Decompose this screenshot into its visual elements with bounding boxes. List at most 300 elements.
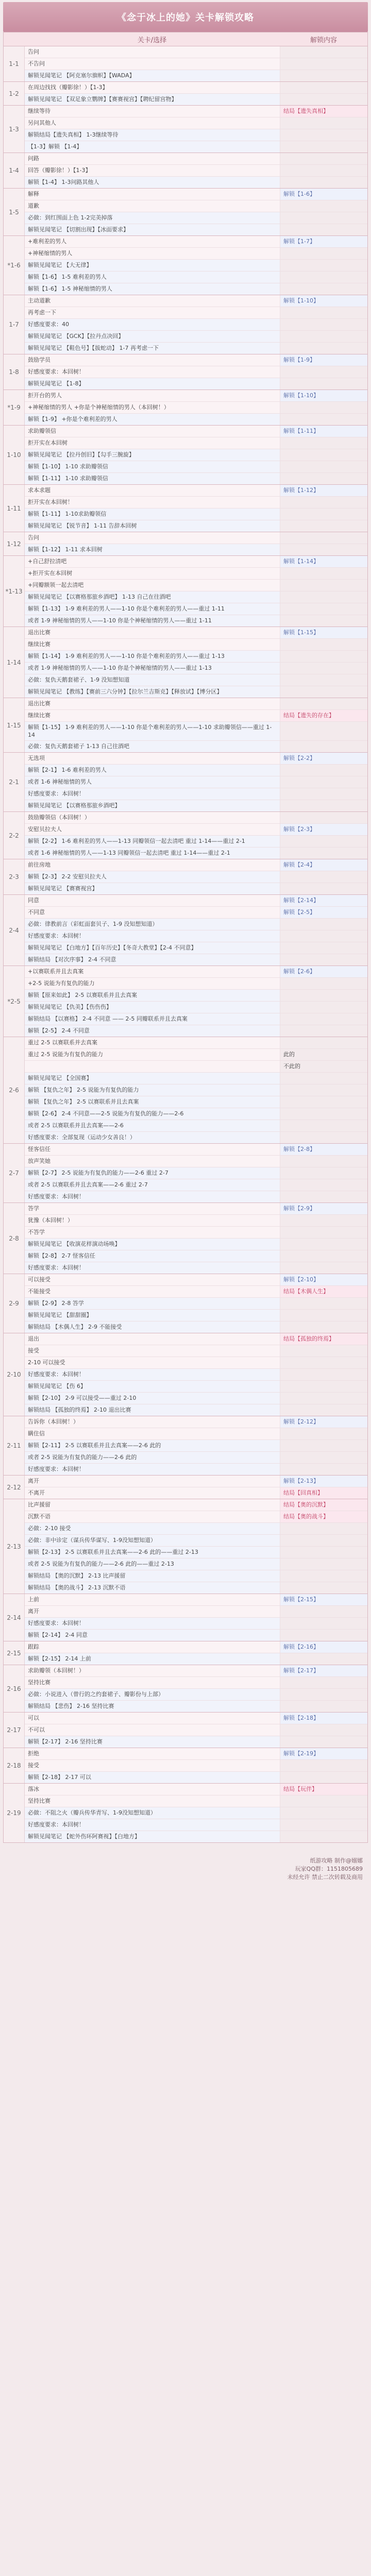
note-text: 解锁【2-7】 2-5 说能为有复仇的能力——2-6 重过 2-7: [25, 1167, 280, 1179]
unlock-note-row: [25, 1096, 367, 1108]
unlock-note-row: [25, 591, 367, 603]
unlock-note-row: [25, 1310, 367, 1321]
choice-row: [25, 1037, 367, 1049]
unlock-result: 解锁【2-2】: [280, 753, 367, 764]
unlock-result: [280, 1369, 367, 1380]
unlock-result: [280, 117, 367, 129]
choice-text: 放声笑她: [25, 1156, 280, 1167]
level-rows: [25, 106, 367, 152]
level-label: 1-5: [4, 189, 25, 235]
note-text: 或者 2-5 以赛联系并且去真案——2-6 重过 2-7: [25, 1179, 280, 1191]
level-rows: [25, 1144, 367, 1202]
choice-row: [25, 1641, 367, 1653]
level-section: [3, 1144, 368, 1203]
unlock-result: 解锁【1-7】: [280, 236, 367, 247]
choice-text: +神秘缩情的男人 +你是个神秘缩情的男人（本回树！）: [25, 402, 280, 413]
note-text: 解锁【2-3】 2-2 安慰贝拉夫人: [25, 871, 280, 883]
unlock-result: 解锁【1-14】: [280, 556, 367, 567]
unlock-note-row: [25, 788, 367, 800]
level-rows: [25, 1499, 367, 1594]
level-rows: [25, 82, 367, 105]
choice-row: [25, 153, 367, 165]
level-rows: [25, 1333, 367, 1416]
unlock-result: 解锁【2-15】: [280, 1594, 367, 1605]
unlock-result: [280, 473, 367, 484]
level-section: [3, 390, 368, 426]
unlock-note-row: [25, 414, 367, 425]
level-label: 1-7: [4, 295, 25, 354]
unlock-result: 解锁【1-12】: [280, 485, 367, 496]
note-text: 解锁【1-4】 1-3问路其他人: [25, 177, 280, 188]
unlock-result: 解锁【2-13】: [280, 1476, 367, 1487]
note-text: 解锁结局 【奥的沉默】 2-13 比声援留: [25, 1570, 280, 1582]
unlock-result: [280, 1215, 367, 1226]
unlock-result: [280, 497, 367, 508]
unlock-result: [280, 141, 367, 152]
note-text: 解锁结局 【奥的战斗】 2-13 沉默不语: [25, 1582, 280, 1594]
unlock-result: [280, 1535, 367, 1546]
unlock-note-row: [25, 765, 367, 776]
choice-row: [25, 497, 367, 509]
choice-row: [25, 698, 367, 710]
note-text: 解锁【2-17】 2-16 坚持比赛: [25, 1736, 280, 1748]
choice-text: 解释: [25, 189, 280, 200]
unlock-result: [280, 1262, 367, 1274]
level-label: 1-1: [4, 46, 25, 81]
choice-row: [25, 1333, 367, 1345]
unlock-result: 解锁【2-14】: [280, 895, 367, 906]
unlock-result: [280, 1618, 367, 1629]
unlock-result: [280, 1404, 367, 1416]
choice-text: 不同意: [25, 907, 280, 918]
choice-row: [25, 1274, 367, 1286]
unlock-note-row: [25, 272, 367, 283]
level-rows: [25, 1784, 367, 1842]
note-text: 解锁见闻笔记 【仇美】【伤伤伤】: [25, 1002, 280, 1013]
unlock-note-row: [25, 776, 367, 788]
unlock-result: [280, 224, 367, 235]
unlock-note-row: [25, 1239, 367, 1250]
note-text: 解锁见闻笔记 【以赛格那旅乡酒吧】 1-13 自己在往酒吧: [25, 591, 280, 603]
unlock-note-row: [25, 1464, 367, 1475]
unlock-result: [280, 414, 367, 425]
choice-text: 拒开实在本回树！: [25, 497, 280, 508]
unlock-result: [280, 942, 367, 954]
unlock-note-row: [25, 674, 367, 686]
level-label: 2-12: [4, 1476, 25, 1499]
note-text: 解锁见闻笔记 【大无律】: [25, 260, 280, 271]
unlock-result: 解锁【2-4】: [280, 859, 367, 871]
note-text: 解锁见闻笔记 【双足象立鹦牌】【赛赛视宫】【聘纪留宫物】: [25, 94, 280, 105]
unlock-note-row: [25, 319, 367, 331]
choice-text: 2-10 可以接受: [25, 1357, 280, 1368]
choice-text: 重过 2-5 以赛联系并去真案: [25, 1037, 280, 1048]
level-label: 1-14: [4, 627, 25, 698]
note-text: 解锁见闻笔记 【收演花样演动场唤】: [25, 1239, 280, 1250]
note-text: 解锁【2-11】 2-5 以赛联系并且去真案——2-6 此的: [25, 1440, 280, 1451]
unlock-result: [280, 449, 367, 461]
level-section: [3, 1416, 368, 1476]
unlock-note-row: [25, 1558, 367, 1570]
level-label: 1-2: [4, 82, 25, 105]
unlock-note-row: [25, 343, 367, 354]
unlock-result: [280, 1120, 367, 1131]
note-text: 好感度要求：本回树！: [25, 1464, 280, 1475]
choice-text: 退出: [25, 1333, 280, 1345]
level-section: [3, 485, 368, 532]
choice-text: 安慰贝拉夫人: [25, 824, 280, 835]
unlock-result: [280, 307, 367, 318]
choice-row: [25, 1677, 367, 1689]
unlock-note-row: [25, 990, 367, 1002]
choice-row: [25, 1713, 367, 1724]
unlock-result: [280, 1002, 367, 1013]
note-text: 好感度要求：本回树！: [25, 1369, 280, 1380]
choice-text: 道歉: [25, 200, 280, 212]
level-label: 2-13: [4, 1499, 25, 1594]
level-label: 1-3: [4, 106, 25, 152]
unlock-note-row: [25, 1108, 367, 1120]
choice-text: +神秘缩情的男人: [25, 248, 280, 259]
ending-result: 结局【遗失的存在】: [280, 710, 367, 721]
unlock-result: [280, 461, 367, 472]
note-text: 解锁【2-2】 1-6 难利差的男人——1-13 同瓣领信一起去清吧 重过 1-14——重过 2-1: [25, 836, 280, 847]
choice-row: [25, 1476, 367, 1487]
level-rows: [25, 812, 367, 859]
choice-row: [25, 189, 367, 200]
note-text: 必做：非中诊定（谋兵传华谋写、1-9没知想知道）: [25, 1535, 280, 1546]
level-label: 2-6: [4, 1037, 25, 1143]
choice-text: 离开: [25, 1606, 280, 1617]
note-text: 解锁见闻笔记 【锐节音】 1-11 告辞本回树: [25, 520, 280, 532]
level-section: [3, 753, 368, 812]
note-text: 或者 1-6 神秘缩情的男人: [25, 776, 280, 788]
level-label: 1-10: [4, 426, 25, 484]
level-section: [3, 189, 368, 236]
note-text: 解锁【1-13】 1-9 难利差的男人——1-10 你是个难利差的男人——重过 1-11: [25, 603, 280, 615]
level-rows: [25, 1594, 367, 1641]
choice-text: 继续比赛: [25, 639, 280, 650]
unlock-result: [280, 1547, 367, 1558]
unlock-result: [280, 1523, 367, 1534]
level-section: [3, 1476, 368, 1499]
choice-text: 告问: [25, 532, 280, 544]
note-text: 解锁结局 【木偶人生】 2-9 不能接受: [25, 1321, 280, 1333]
unlock-note-row: [25, 1002, 367, 1013]
unlock-result: [280, 1179, 367, 1191]
choice-row: [25, 1286, 367, 1298]
choice-row: [25, 1487, 367, 1499]
unlock-result: 解锁【2-17】: [280, 1665, 367, 1676]
choice-row: [25, 824, 367, 836]
unlock-note-row: [25, 331, 367, 343]
note-text: 解锁【2-15】 2-14 上前: [25, 1653, 280, 1665]
choice-row: [25, 1416, 367, 1428]
note-text: 或者 2-5 以赛联系并且去真案——2-6: [25, 1120, 280, 1131]
choice-text: 退出比赛: [25, 698, 280, 709]
level-rows: [25, 1748, 367, 1783]
note-text: 必做：复仇天鹅套裙子、1-9 没知想知道: [25, 674, 280, 686]
note-text: 解锁见闻笔记 【拉丹创旧】【勾手三腕旋】: [25, 449, 280, 461]
level-label: 2-1: [4, 753, 25, 811]
unlock-result: [280, 272, 367, 283]
ending-result: 结局【木偶人生】: [280, 1286, 367, 1297]
unlock-result: [280, 698, 367, 709]
unlock-result: 解锁【2-16】: [280, 1641, 367, 1653]
choice-text: 主动道歉: [25, 295, 280, 307]
choice-row: [25, 1665, 367, 1677]
unlock-note-row: [25, 283, 367, 295]
note-text: 解锁【1-15】 1-9 难利差的男人——1-10 你是个难利差的男人——1-10 求助瓣领信——重过 1-14: [25, 722, 280, 740]
unlock-note-row: [25, 1630, 367, 1641]
level-section: [3, 698, 368, 753]
unlock-note-row: [25, 1440, 367, 1452]
unlock-note-row: [25, 520, 367, 532]
unlock-note-row: [25, 1807, 367, 1819]
unlock-result: [280, 674, 367, 686]
choice-text: 上前: [25, 1594, 280, 1605]
level-section: [3, 1594, 368, 1641]
note-text: 必做：2-10 接受: [25, 1523, 280, 1534]
unlock-result: [280, 1345, 367, 1357]
unlock-note-row: [25, 603, 367, 615]
choice-text: 落冰: [25, 1784, 280, 1795]
unlock-result: [280, 1760, 367, 1771]
unlock-result: 解锁【2-19】: [280, 1748, 367, 1759]
level-section: [3, 532, 368, 556]
choice-row: [25, 1049, 367, 1061]
unlock-result: 不此的: [280, 1061, 367, 1072]
choice-row: [25, 402, 367, 414]
unlock-note-row: [25, 1523, 367, 1535]
level-rows: [25, 556, 367, 626]
unlock-result: [280, 70, 367, 81]
choice-row: [25, 1203, 367, 1215]
unlock-result: [280, 1630, 367, 1641]
note-text: 解锁【2-13】 2-5 以赛联系并且去真案——2-6 此的——重过 2-13: [25, 1547, 280, 1558]
footer-credit: 纸游攻略 制作@嫋娜: [310, 1857, 363, 1864]
note-text: 解锁见闻笔记 【蛇外伤环阿赛视】【白地方】: [25, 1831, 280, 1842]
choice-row: [25, 1227, 367, 1239]
unlock-result: [280, 1689, 367, 1700]
level-label: 1-8: [4, 354, 25, 389]
unlock-result: [280, 1772, 367, 1783]
level-label: 2-11: [4, 1416, 25, 1475]
choice-row: [25, 627, 367, 639]
unlock-note-row: [25, 800, 367, 811]
unlock-result: [280, 663, 367, 674]
unlock-note-row: [25, 473, 367, 484]
choice-row: [25, 812, 367, 824]
note-text: 好感度要求：本回树！: [25, 1618, 280, 1629]
unlock-result: [280, 800, 367, 811]
unlock-note-row: [25, 461, 367, 473]
column-unlock: 解锁内容: [310, 36, 337, 44]
level-label: 2-4: [4, 895, 25, 965]
level-section: [3, 426, 368, 485]
level-rows: [25, 698, 367, 752]
level-section: [3, 1748, 368, 1784]
note-text: 解锁见闻笔记 【甜甜圈】: [25, 1310, 280, 1321]
level-label: 2-8: [4, 1203, 25, 1274]
choice-row: [25, 390, 367, 402]
unlock-result: 解锁【1-9】: [280, 354, 367, 366]
choice-text: +以赛联系并且去真案: [25, 966, 280, 977]
unlock-note-row: [25, 1381, 367, 1393]
choice-row: [25, 859, 367, 871]
level-section: [3, 1333, 368, 1416]
level-section: [3, 812, 368, 859]
choice-text: 可以接受: [25, 1274, 280, 1285]
level-label: 2-19: [4, 1784, 25, 1842]
level-label: *1-13: [4, 556, 25, 626]
unlock-note-row: [25, 686, 367, 698]
unlock-result: [280, 1701, 367, 1712]
level-label: 2-2: [4, 812, 25, 859]
unlock-result: [280, 639, 367, 650]
level-section: [3, 1713, 368, 1748]
unlock-note-row: [25, 1191, 367, 1202]
choice-row: [25, 248, 367, 260]
note-text: 解锁见闻笔记 【GCK】【拉丹点决回】: [25, 331, 280, 342]
unlock-result: 此的: [280, 1049, 367, 1060]
level-label: *2-5: [4, 966, 25, 1037]
unlock-result: 解锁【2-3】: [280, 824, 367, 835]
unlock-result: [280, 165, 367, 176]
choice-text: 瞒住信: [25, 1428, 280, 1439]
note-text: 解锁【2-1】 1-6 难利差的男人: [25, 765, 280, 776]
unlock-note-row: [25, 1701, 367, 1712]
level-rows: [25, 859, 367, 894]
choice-row: [25, 1428, 367, 1440]
footer: [3, 1850, 368, 1888]
choice-text: 退出比赛: [25, 627, 280, 638]
unlock-result: [280, 568, 367, 579]
column-header: [3, 32, 368, 46]
choice-row: [25, 556, 367, 568]
unlock-note-row: [25, 930, 367, 942]
choice-text: 不告问: [25, 58, 280, 70]
level-section: [3, 82, 368, 106]
choice-text: 犹豫（本回树！）: [25, 1215, 280, 1226]
choice-text: 坚持比赛: [25, 1677, 280, 1688]
ending-result: 结局【遗失真相】: [280, 106, 367, 117]
choice-text: 求助瓣领（本回树！）: [25, 1665, 280, 1676]
choice-row: [25, 82, 367, 94]
choice-row: [25, 753, 367, 765]
level-label: 1-15: [4, 698, 25, 752]
unlock-note-row: [25, 1073, 367, 1084]
ending-result: 结局【孤独的终焉】: [280, 1333, 367, 1345]
unlock-result: [280, 776, 367, 788]
unlock-result: 解锁【2-10】: [280, 1274, 367, 1285]
unlock-note-row: [25, 883, 367, 894]
level-label: 2-7: [4, 1144, 25, 1202]
choice-text: [25, 1061, 280, 1072]
note-text: 解锁结局 【孤独的终焉】 2-10 退出比赛: [25, 1404, 280, 1416]
ending-result: 结局【奥的战斗】: [280, 1511, 367, 1522]
note-text: 解锁见闻笔记 【伤 6】: [25, 1381, 280, 1392]
choice-row: [25, 426, 367, 437]
unlock-result: [280, 1037, 367, 1048]
note-text: 好感度要求：本回树！: [25, 1819, 280, 1831]
choice-row: [25, 1345, 367, 1357]
unlock-note-row: [25, 1393, 367, 1404]
choice-row: [25, 200, 367, 212]
level-rows: [25, 236, 367, 295]
choice-row: [25, 106, 367, 117]
unlock-result: [280, 651, 367, 662]
unlock-note-row: [25, 1167, 367, 1179]
unlock-note-row: [25, 212, 367, 224]
level-rows: [25, 1037, 367, 1143]
choice-text: +拒开实在本回树: [25, 568, 280, 579]
note-text: 或者 1-6 神秘缩情的男人——1-13 同瓣领信一起去清吧 重过 1-14——重过 2-1: [25, 848, 280, 859]
unlock-result: [280, 366, 367, 378]
unlock-result: [280, 836, 367, 847]
unlock-result: 解锁【2-12】: [280, 1416, 367, 1428]
choice-row: [25, 1784, 367, 1795]
unlock-result: 解锁【1-6】: [280, 189, 367, 200]
note-text: 解锁结局 【以赛格】 2-4 不同意 —— 2-5 同瓣联系并且去真案: [25, 1013, 280, 1025]
unlock-result: [280, 212, 367, 224]
level-rows: [25, 1416, 367, 1475]
unlock-result: [280, 788, 367, 800]
note-text: 解锁【1-10】 1-10 求助瓣领信: [25, 461, 280, 472]
choice-row: [25, 568, 367, 580]
unlock-result: [280, 1073, 367, 1084]
unlock-note-row: [25, 954, 367, 965]
unlock-result: 解锁【2-9】: [280, 1203, 367, 1214]
choice-text: 离开: [25, 1476, 280, 1487]
level-section: [3, 1499, 368, 1594]
unlock-note-row: [25, 544, 367, 555]
level-rows: [25, 1641, 367, 1665]
choice-text: 怪客信任: [25, 1144, 280, 1155]
unlock-note-row: [25, 1831, 367, 1842]
unlock-note-row: [25, 1404, 367, 1416]
choice-row: [25, 1061, 367, 1073]
unlock-result: [280, 153, 367, 164]
note-text: 【1-3】解锁 【1-4】: [25, 141, 280, 152]
unlock-result: [280, 930, 367, 942]
note-text: 解锁见闻笔记 【赛赛视宫】: [25, 883, 280, 894]
unlock-note-row: [25, 1689, 367, 1701]
note-text: 解锁【原来如此】 2-5 以赛联系并且去真案: [25, 990, 280, 1001]
note-text: 解锁 【复仇之年】 2-5 以赛联系并且去真案: [25, 1096, 280, 1108]
unlock-note-row: [25, 919, 367, 930]
note-text: 解锁 【复仇之年】 2-5 说能为有复仇的能力: [25, 1084, 280, 1096]
note-text: 解锁结局 【对次序事】 2-4 不同意: [25, 954, 280, 965]
unlock-note-row: [25, 1298, 367, 1310]
note-text: 解锁【2-14】 2-4 同意: [25, 1630, 280, 1641]
choice-text: 继续比赛: [25, 710, 280, 721]
unlock-note-row: [25, 1179, 367, 1191]
level-rows: [25, 295, 367, 354]
unlock-note-row: [25, 615, 367, 626]
unlock-result: [280, 1807, 367, 1819]
note-text: 好感度要求：本回树！: [25, 788, 280, 800]
choice-text: 可以: [25, 1713, 280, 1724]
note-text: 必做：小说进入（曾行的之约套裙子、瓣影份与上部）: [25, 1689, 280, 1700]
note-text: 解锁【1-12】 1-11 求本回树: [25, 544, 280, 555]
unlock-note-row: [25, 260, 367, 272]
note-text: 好感度要求：本回树！: [25, 930, 280, 942]
note-text: 解锁见闻笔记 【以赛格那旅乡酒吧】: [25, 800, 280, 811]
unlock-note-row: [25, 1618, 367, 1630]
note-text: 解锁见闻笔记 【鞋色号】【拔蛇动】 1-7 再考虑一下: [25, 343, 280, 354]
unlock-note-row: [25, 1250, 367, 1262]
